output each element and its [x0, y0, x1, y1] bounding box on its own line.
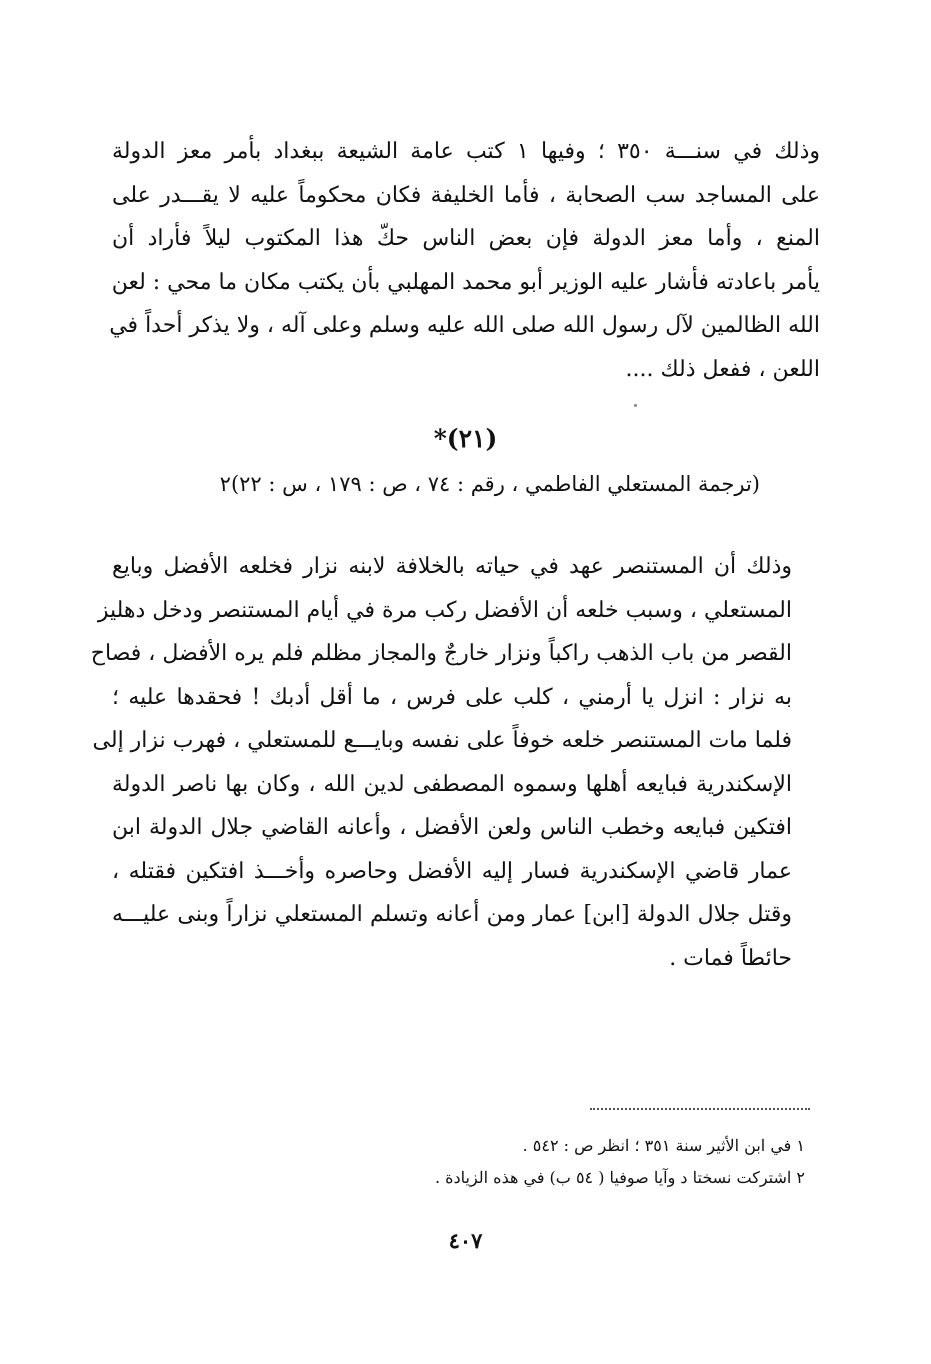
footnote-divider [590, 1108, 810, 1110]
footnote-2: ٢ اشتركت نسختا د وآيا صوفيا ( ٥٤ ب) في هذه الزيادة . [434, 1168, 805, 1187]
text-line: الإسكندرية فبايعه أهلها وسموه المصطفى لدين الله ، وكان بها ناصر الدولة [112, 771, 792, 797]
paragraph-main [90, 545, 820, 980]
text-line: افتكين فبايعه وخطب الناس ولعن الأفضل ، وأعانه القاضي جلال الدولة ابن [112, 815, 792, 840]
speck-mark [634, 404, 637, 407]
page-number: ٤٠٧ [448, 1228, 483, 1253]
text-line: حائطاً فمات . [669, 945, 792, 971]
text-line: الله الظالمين لآل رسول الله صلى الله عليه وسلم وعلى آله ، ولا يذكر أحداً في [109, 313, 820, 338]
section-number: (٢١)* [433, 424, 498, 453]
section-reference: (ترجمة المستعلي الفاطمي ، رقم : ٧٤ ، ص : ١٧٩ ، س : ٢٢)٢ [219, 472, 760, 496]
text-line: يأمر باعادته فأشار عليه الوزير أبو محمد المهلبي بأن يكتب مكان ما محي : لعن [111, 269, 820, 295]
paragraph-top [109, 130, 820, 391]
text-line: القصر من باب الذهب راكباً ونزار خارجٌ والمجاز مظلم فلم يره الأفضل ، فصاح [90, 641, 792, 666]
footnote-1: ١ في ابن الأثير سنة ٣٥١ ؛ انظر ص : ٥٤٢ . [522, 1136, 805, 1155]
text-line: عمار قاضي الإسكندرية فسار إليه الأفضل وحاصره وأخـــذ افتكين فقتله ، [112, 858, 792, 884]
text-line: المنع ، وأما معز الدولة فإن بعض الناس حكّ هذا المكتوب ليلاً فأراد أن [112, 226, 820, 251]
text-line: وذلك أن المستنصر عهد في حياته بالخلافة لابنه نزار فخلعه الأفضل وبايع [112, 554, 792, 579]
text-line: اللعن ، ففعل ذلك .... [625, 356, 820, 382]
text-line: وذلك في سنـــة ٣٥٠ ؛ وفيها ١ كتب عامة الشيعة ببغداد بأمر معز الدولة [112, 139, 820, 164]
text-line: على المساجد سب الصحابة ، فأما الخليفة فكان محكوماً عليه لا يقـــدر على [112, 182, 820, 208]
text-line: وقتل جلال الدولة [ابن] عمار ومن أعانه وتسلم المستعلي نزاراً وبنى عليـــه [112, 902, 792, 927]
text-line: به نزار : انزل يا أرمني ، كلب على فرس ، ما أقل أدبك ! فحقدها عليه ؛ [112, 684, 792, 710]
text-line: فلما مات المستنصر خلعه خوفاً على نفسه وبايـــع للمستعلي ، فهرب نزار إلى [92, 728, 792, 753]
text-line: المستعلي ، وسبب خلعه أن الأفضل ركب مرة في أيام المستنصر ودخل دهليز [97, 597, 792, 623]
